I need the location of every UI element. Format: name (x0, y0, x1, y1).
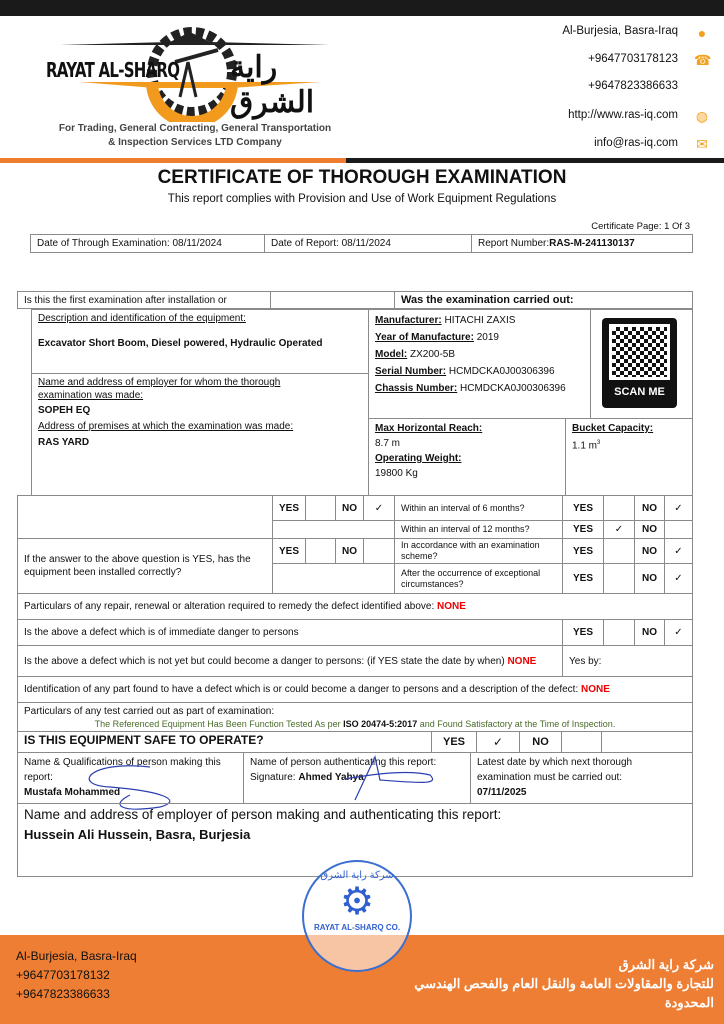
model-label: Model: (375, 349, 408, 360)
employer-label: Name and address of employer for whom the thorough examination was made: (38, 377, 281, 401)
location-pin-icon: ● (697, 25, 707, 41)
interval-no-box[interactable]: ✓ (664, 563, 693, 594)
serial-label: Serial Number: (375, 366, 447, 377)
maker-name: Mustafa Mohammed (24, 787, 121, 798)
globe-icon: ◍ (695, 108, 709, 124)
grid-blank-label (17, 495, 273, 539)
scan-me-label: SCAN ME (614, 386, 665, 398)
weight-value: 19800 Kg (375, 468, 418, 479)
phone-icon: ☎ (694, 52, 712, 68)
header-address: Al-Burjesia, Basra-Iraq (562, 25, 678, 37)
interval-yes-label: YES (562, 538, 604, 564)
header-divider-orange (0, 158, 346, 163)
interval-yes-box[interactable] (603, 563, 635, 594)
installed-text: If the answer to the above question is YES, has the equipment been installed correctly? (24, 554, 251, 578)
footer-ar-limited: المحدودة (664, 995, 714, 1010)
interval-no-label: NO (634, 563, 665, 594)
safe-no-label: NO (519, 731, 562, 753)
header-phone1: +9647703178123 (588, 53, 678, 65)
reach-weight (368, 418, 566, 496)
report-number (471, 234, 693, 253)
identification-row (17, 676, 693, 703)
report-number-value: RAS-M-241130137 (549, 238, 635, 249)
next-exam-cell (470, 752, 693, 804)
interval-no-label: NO (634, 520, 665, 539)
carried-out-text: Was the examination carried out: (401, 293, 574, 306)
serial-value: HCMDCKA0J00306396 (448, 366, 555, 377)
mail-icon: ✉ (696, 136, 708, 152)
test-label: Particulars of any test carried out as part of examination: (24, 706, 275, 717)
tagline-line2: & Inspection Services LTD Company (108, 137, 282, 148)
header-phone2: +9647823386633 (588, 80, 678, 92)
desc-value: Excavator Short Boom, Diesel powered, Hydraulic Operated (38, 338, 323, 349)
logo-text-en: RAYAT AL-SHARQ (46, 58, 180, 82)
yes-by-label: Yes by: (569, 655, 602, 667)
employer-block (31, 373, 369, 496)
first-exam-answer (270, 291, 395, 309)
safe-blank (601, 731, 693, 753)
qr-code[interactable] (602, 318, 677, 408)
chassis-value: HCMDCKA0J00306396 (460, 383, 566, 394)
yes-by-field[interactable] (562, 645, 693, 677)
interval-question (394, 520, 563, 539)
header-email[interactable]: info@ras-iq.com (594, 137, 678, 149)
desc-label: Description and identification of the equipment: (38, 313, 246, 324)
employer2-label: Name and address of employer of person making and authenticating this report: (24, 807, 502, 822)
maker-label: Name & Qualifications of person making this report: (24, 757, 221, 783)
bucket-label: Bucket Capacity: (572, 423, 654, 434)
bucket-unit-sup: 3 (597, 440, 601, 446)
installed-question (17, 538, 273, 594)
interval-yes-box[interactable] (603, 538, 635, 564)
interval-yes-box[interactable] (603, 495, 635, 521)
interval-no-box[interactable]: ✓ (664, 495, 693, 521)
header-divider-black (346, 158, 724, 163)
premises-value: RAS YARD (38, 437, 90, 448)
year-label: Year of Manufacture: (375, 332, 474, 343)
report-number-label: Report Number: (478, 238, 550, 249)
immediate-no-label: NO (634, 619, 665, 646)
interval-question (394, 495, 563, 521)
top-bar (0, 0, 724, 16)
certificate-page: Certificate Page: 1 Of 3 (591, 221, 690, 232)
test-row (17, 702, 693, 732)
reach-value: 8.7 m (375, 438, 401, 449)
tagline (40, 122, 350, 150)
interval-question (394, 563, 563, 594)
page-title: CERTIFICATE OF THOROUGH EXAMINATION (157, 167, 567, 188)
logo-text-ar: راية الشرق (230, 51, 315, 119)
immediate-yes-box[interactable] (603, 619, 635, 646)
safe-no-box[interactable] (561, 731, 602, 753)
ident-value: NONE (581, 684, 610, 695)
footer-ar-company: شركة راية الشرق (618, 957, 714, 972)
grid-blank (272, 563, 395, 594)
page-subtitle: This report complies with Provision and Use of Work Equipment Regulations (167, 193, 557, 205)
safe-text: IS THIS EQUIPMENT SAFE TO OPERATE? (24, 733, 264, 747)
interval-yes-box[interactable]: ✓ (603, 520, 635, 539)
first-exam-question (17, 291, 271, 309)
footer-phone1: +9647703178132 (16, 968, 110, 982)
repair-row (17, 593, 693, 620)
interval-question (394, 538, 563, 564)
immediate-row (17, 619, 563, 646)
interval-no-box[interactable] (664, 520, 693, 539)
report-date (264, 234, 472, 253)
auth-name: Ahmed Yahya (298, 772, 364, 783)
immediate-text: Is the above a defect which is of immediate danger to persons (24, 627, 299, 638)
interval-no-box[interactable]: ✓ (664, 538, 693, 564)
repair-label: Particulars of any repair, renewal or alteration required to remedy the defect identified above: (24, 601, 438, 612)
footer-ar-activities: للتجارة والمقاولات العامة والنقل العام والفحص الهندسي (414, 976, 714, 991)
exam-date-text: Date of Through Examination: 08/11/2024 (37, 238, 222, 249)
installed-no-label: NO (335, 538, 364, 564)
safe-yes-box[interactable]: ✓ (476, 731, 520, 753)
tagline-line1: For Trading, General Contracting, General Transportation (58, 123, 332, 134)
interval-yes-label: YES (562, 563, 604, 594)
immediate-yes-label: YES (562, 619, 604, 646)
signature-label: Signature: (250, 772, 299, 783)
exam-date (30, 234, 265, 253)
bucket-capacity (565, 418, 693, 496)
auth-label: Name of person authenticating this report: (250, 757, 437, 768)
interval-text: In accordance with an examination scheme? (401, 540, 540, 561)
stamp-gear-icon: ⚙ (339, 881, 375, 923)
reach-label: Max Horizontal Reach: (375, 423, 483, 434)
test-standard: ISO 20474-5:2017 (343, 719, 418, 729)
footer-phone2: +9647823386633 (16, 987, 110, 1001)
next-exam-label: Latest date by which next thorough examination must be carried out: (477, 757, 633, 783)
stamp-top-text: شركة راية الشرق (320, 870, 394, 881)
premises-label: Address of premises at which the examination was made: (38, 421, 294, 432)
year-value: 2019 (476, 332, 499, 343)
could-label: Is the above a defect which is not yet but could become a danger to persons: (if YES state the date by when) (24, 655, 508, 667)
first-exam-text: Is this the first examination after installation or (24, 294, 227, 306)
could-become-row (17, 645, 563, 677)
interval-text: After the occurrence of exceptional circumstances? (401, 567, 541, 589)
employer2-value: Hussein Ali Hussein, Basra, Burjesia (24, 827, 251, 842)
bucket-value: 1.1 m (572, 440, 598, 452)
stamp-bottom-text: RAYAT AL-SHARQ CO. (313, 923, 401, 932)
test-pre: The Referenced Equipment Has Been Function Tested As per (94, 719, 344, 729)
interval-text: Within an interval of 6 months? (401, 502, 525, 513)
safe-question (17, 731, 432, 753)
ident-label: Identification of any part found to have a defect which is or could become a danger to persons and a description of the defect: (24, 684, 582, 695)
immediate-no-box[interactable]: ✓ (664, 619, 693, 646)
carried-out-heading (394, 291, 693, 309)
qr-cell (590, 309, 693, 419)
first-no-label: NO (335, 495, 364, 521)
manufacturer-label: Manufacturer: (375, 315, 442, 326)
maker-cell (17, 752, 244, 804)
repair-value: NONE (437, 601, 466, 612)
installed-yes-label: YES (272, 538, 306, 564)
footer-address: Al-Burjesia, Basra-Iraq (16, 949, 137, 963)
interval-text: Within an interval of 12 months? (401, 524, 530, 534)
weight-label: Operating Weight: (375, 453, 462, 464)
report-date-text: Date of Report: 08/11/2024 (271, 238, 391, 249)
installed-yes-box[interactable] (305, 538, 336, 564)
company-logo (40, 22, 350, 122)
equipment-description (31, 309, 369, 374)
could-value: NONE (507, 655, 537, 667)
interval-no-label: NO (634, 538, 665, 564)
first-yes-label: YES (272, 495, 306, 521)
qr-code-icon (609, 324, 670, 380)
grid-blank (272, 520, 395, 539)
interval-yes-label: YES (562, 495, 604, 521)
equipment-specs (368, 309, 591, 419)
employer-value: SOPEH EQ (38, 405, 91, 416)
test-post: and Found Satisfactory at the Time of Inspection. (417, 719, 616, 729)
interval-no-label: NO (634, 495, 665, 521)
first-no-box[interactable]: ✓ (363, 495, 395, 521)
auth-cell (243, 752, 471, 804)
interval-yes-label: YES (562, 520, 604, 539)
next-exam-date: 07/11/2025 (477, 787, 527, 798)
model-value: ZX200-5B (410, 349, 456, 360)
safe-yes-label: YES (431, 731, 477, 753)
manufacturer-value: HITACHI ZAXIS (444, 315, 516, 326)
company-stamp (302, 860, 412, 972)
first-yes-box[interactable] (305, 495, 336, 521)
installed-no-box[interactable] (363, 538, 395, 564)
chassis-label: Chassis Number: (375, 383, 458, 394)
header-website[interactable]: http://www.ras-iq.com (568, 109, 678, 121)
